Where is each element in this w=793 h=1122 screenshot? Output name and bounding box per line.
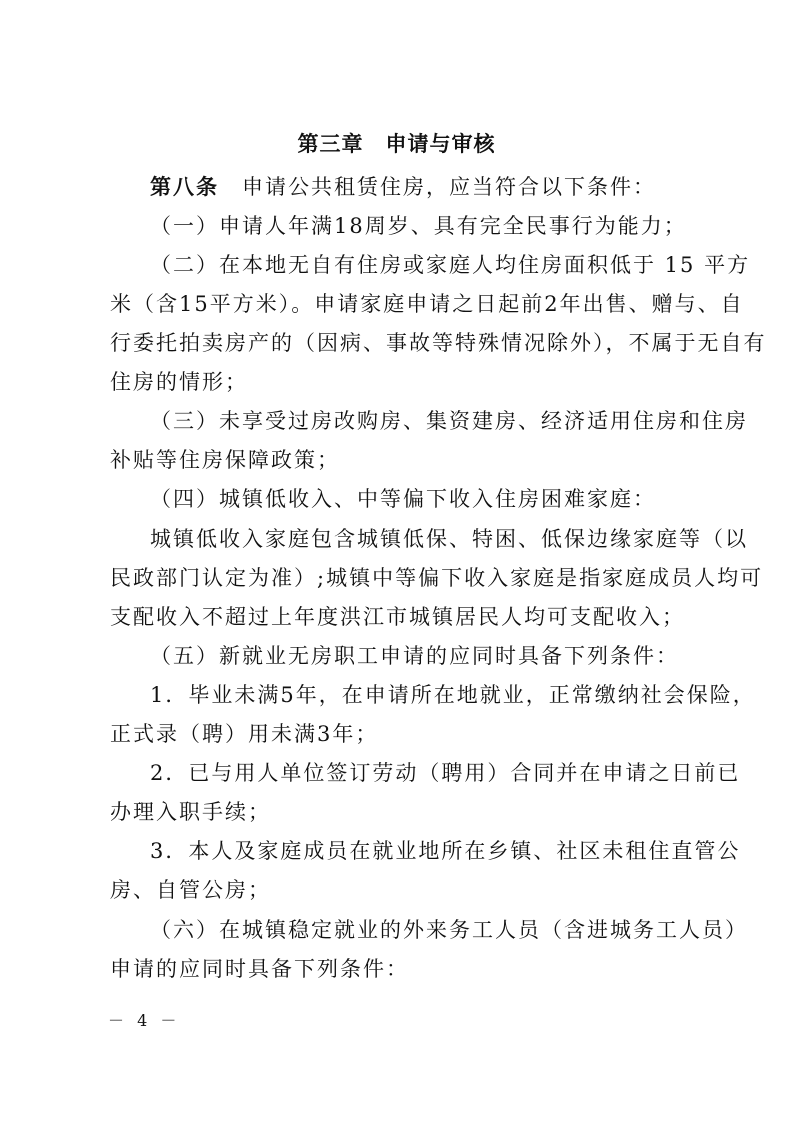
paragraph-line: （一）申请人年满18周岁、具有完全民事行为能力； — [150, 214, 687, 238]
paragraph-line: （三）未享受过房改购房、集资建房、经济适用住房和住房 — [150, 409, 748, 433]
paragraph-line: 住房的情形； — [110, 370, 248, 394]
paragraph-line: 民政部门认定为准）;城镇中等偏下收入家庭是指家庭成员人均可 — [110, 566, 764, 590]
paragraph-line: 城镇低收入家庭包含城镇低保、特困、低保边缘家庭等（以 — [150, 527, 748, 551]
paragraph-line: 3．本人及家庭成员在就业地所在乡镇、社区未租住直管公 — [150, 839, 741, 863]
paragraph-line: 支配收入不超过上年度洪江市城镇居民人均可支配收入； — [110, 605, 685, 629]
paragraph-line: （四）城镇低收入、中等偏下收入住房困难家庭： — [150, 487, 656, 511]
article-8-line — [150, 172, 700, 202]
paragraph-line: 行委托拍卖房产的（因病、事故等特殊情况除外），不属于无自有 — [110, 331, 767, 355]
paragraph-line: 房、自管公房； — [110, 878, 271, 902]
paragraph-line: （五）新就业无房职工申请的应同时具备下列条件： — [150, 644, 679, 668]
paragraph-line: 申请的应同时具备下列条件： — [110, 957, 409, 981]
paragraph-line: （二）在本地无自有住房或家庭人均住房面积低于 15 平方 — [150, 253, 751, 277]
paragraph-line: （六）在城镇稳定就业的外来务工人员（含进城务工人员） — [150, 918, 748, 942]
paragraph-line: 1．毕业未满5年，在申请所在地就业，正常缴纳社会保险， — [150, 683, 756, 707]
article-intro: 申请公共租赁住房，应当符合以下条件： — [242, 175, 656, 199]
paragraph-line: 办理入职手续； — [110, 800, 271, 824]
page-number: － 4 － — [108, 1011, 181, 1030]
paragraph-line: 正式录（聘）用未满3年； — [110, 722, 379, 746]
chapter-title: 第三章 申请与审核 — [297, 132, 496, 156]
paragraph-line: 2．已与用人单位签订劳动（聘用）合同并在申请之日前已 — [150, 761, 741, 785]
paragraph-line: 补贴等住房保障政策； — [110, 448, 340, 472]
article-label: 第八条 — [150, 175, 219, 199]
paragraph-line: 米（含15平方米）。申请家庭申请之日起前2年出售、赠与、自 — [110, 292, 744, 316]
